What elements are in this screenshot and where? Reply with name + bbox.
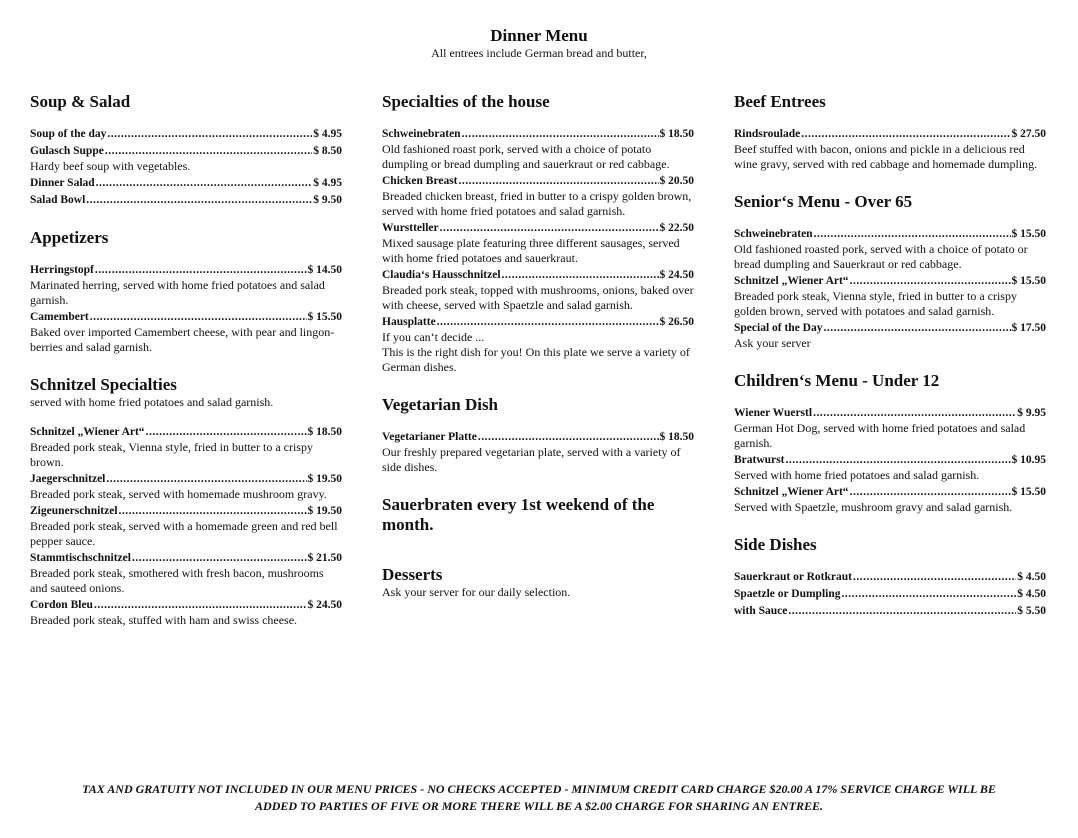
menu-item <box>734 226 1046 272</box>
menu-item-row <box>30 309 342 325</box>
menu-section <box>382 495 694 535</box>
dot-leader <box>86 192 312 208</box>
menu-item-row <box>30 503 342 519</box>
item-price: $ 19.50 <box>307 473 342 485</box>
menu-item-row <box>734 586 1046 602</box>
menu-item-row <box>382 126 694 142</box>
item-name: Wiener Wuerstl <box>734 407 813 419</box>
item-price: $ 26.50 <box>659 316 694 328</box>
menu-item-row <box>30 471 342 487</box>
item-description: Breaded chicken breast, fried in butter to a crispy golden brown, served with home fried potatoes and salad garnish. <box>382 189 692 218</box>
menu-section <box>30 228 342 355</box>
item-list <box>734 126 1046 172</box>
menu-item <box>734 126 1046 172</box>
menu-item <box>734 452 1046 483</box>
menu-item <box>30 503 342 549</box>
item-description: Hardy beef soup with vegetables. <box>30 159 191 173</box>
section-title: Senior‘s Menu - Over 65 <box>734 192 913 211</box>
item-price: $ 24.50 <box>307 599 342 611</box>
item-description: Old fashioned roast pork, served with a choice of potato dumpling or bread dumpling and sauerkraut or red cabbage. <box>382 142 670 171</box>
menu-column-right <box>734 92 1046 639</box>
dot-leader <box>119 503 307 519</box>
item-name: Schweinebraten <box>734 228 813 240</box>
item-description: Beef stuffed with bacon, onions and pickle in a delicious red wine gravy, served with red cabbage and homemade dumpling. <box>734 142 1038 171</box>
section-title: Desserts <box>382 565 443 584</box>
item-list <box>30 262 342 355</box>
menu-item-row <box>734 569 1046 585</box>
menu-section <box>734 192 1046 351</box>
menu-item <box>30 143 342 174</box>
menu-section <box>382 395 694 475</box>
menu-item-row <box>382 314 694 330</box>
section-title: Soup & Salad <box>30 92 131 111</box>
item-name: with Sauce <box>734 605 788 617</box>
item-price: $ 18.50 <box>307 426 342 438</box>
dot-leader <box>853 569 1016 585</box>
item-name: Gulasch Suppe <box>30 145 104 157</box>
item-description: Breaded pork steak, served with homemade mushroom gravy. <box>30 487 327 501</box>
item-price: $ 10.95 <box>1011 454 1046 466</box>
item-description: If you can‘t decide ... This is the right dish for you! On this plate we serve a variety of German dishes. <box>382 330 690 374</box>
item-name: Sauerkraut or Rotkraut <box>734 571 852 583</box>
item-name: Schnitzel „Wiener Art“ <box>734 275 849 287</box>
menu-item-row <box>382 173 694 189</box>
dot-leader <box>801 126 1010 142</box>
item-name: Cordon Bleu <box>30 599 93 611</box>
item-name: Dinner Salad <box>30 177 95 189</box>
menu-item <box>30 597 342 628</box>
dot-leader <box>107 126 312 142</box>
menu-item <box>734 320 1046 351</box>
item-price: $ 9.95 <box>1017 407 1046 419</box>
menu-item-row <box>734 273 1046 289</box>
menu-item <box>382 173 694 219</box>
dot-leader <box>478 429 659 445</box>
menu-item-row <box>30 424 342 440</box>
menu-item-row <box>734 405 1046 421</box>
item-name: Claudia‘s Hausschnitzel <box>382 269 501 281</box>
item-description: Breaded pork steak, topped with mushrooms, onions, baked over with cheese, served with Spaetzle and salad garnish. <box>382 283 694 312</box>
item-description: Old fashioned roasted pork, served with a choice of potato or bread dumpling and Sauerkraut or red cabbage. <box>734 242 1028 271</box>
dot-leader <box>813 405 1016 421</box>
menu-item-row <box>382 429 694 445</box>
item-name: Spaetzle or Dumpling <box>734 588 841 600</box>
item-name: Soup of the day <box>30 128 107 140</box>
section-title: Vegetarian Dish <box>382 395 499 414</box>
footer-notice <box>40 781 1038 815</box>
item-price: $ 22.50 <box>659 222 694 234</box>
item-name: Zigeunerschnitzel <box>30 505 118 517</box>
menu-item-row <box>30 550 342 566</box>
item-price: $ 19.50 <box>307 505 342 517</box>
item-name: Wurstteller <box>382 222 439 234</box>
item-description: Served with Spaetzle, mushroom gravy and salad garnish. <box>734 500 1013 514</box>
item-description: Breaded pork steak, Vienna style, fried in butter to a crispy golden brown, served with potatoes and salad garnish. <box>734 289 1017 318</box>
menu-section <box>734 535 1046 619</box>
menu-column-left <box>30 92 342 648</box>
item-list <box>382 126 694 375</box>
menu-item <box>30 309 342 355</box>
item-list <box>30 126 342 208</box>
page-title: Dinner Menu <box>490 26 588 45</box>
item-description: German Hot Dog, served with home fried potatoes and salad garnish. <box>734 421 1026 450</box>
item-price: $ 15.50 <box>1011 228 1046 240</box>
item-price: $ 4.95 <box>313 177 342 189</box>
item-price: $ 4.50 <box>1017 588 1046 600</box>
item-name: Camembert <box>30 311 89 323</box>
page-subtitle: All entrees include German bread and butter, <box>431 46 647 60</box>
dot-leader <box>440 220 659 236</box>
menu-item <box>382 220 694 266</box>
item-price: $ 18.50 <box>659 128 694 140</box>
menu-item-row <box>30 126 342 142</box>
menu-item <box>734 405 1046 451</box>
dot-leader <box>105 143 312 159</box>
item-price: $ 20.50 <box>659 175 694 187</box>
item-description: Served with home fried potatoes and salad garnish. <box>734 468 980 482</box>
item-name: Special of the Day <box>734 322 823 334</box>
menu-item-row <box>30 143 342 159</box>
menu-header <box>0 26 1078 60</box>
menu-item <box>382 126 694 172</box>
section-title: Specialties of the house <box>382 92 550 111</box>
item-list <box>734 405 1046 515</box>
menu-section <box>734 371 1046 515</box>
dot-leader <box>95 262 307 278</box>
menu-column-middle <box>382 92 694 620</box>
dot-leader <box>850 273 1011 289</box>
item-name: Herringstopf <box>30 264 94 276</box>
dot-leader <box>106 471 306 487</box>
item-name: Schnitzel „Wiener Art“ <box>734 486 849 498</box>
item-name: Salad Bowl <box>30 194 86 206</box>
menu-item-row <box>734 603 1046 619</box>
menu-item-row <box>30 597 342 613</box>
item-description: Breaded pork steak, stuffed with ham and swiss cheese. <box>30 613 298 627</box>
item-description: Marinated herring, served with home fried potatoes and salad garnish. <box>30 278 325 307</box>
menu-item-row <box>382 267 694 283</box>
menu-section <box>734 92 1046 172</box>
menu-item <box>734 569 1046 585</box>
item-price: $ 24.50 <box>659 269 694 281</box>
footer-line-2: ADDED TO PARTIES OF FIVE OR MORE THERE WILL BE A $2.00 CHARGE FOR SHARING AN ENTREE. <box>255 799 823 813</box>
item-price: $ 8.50 <box>313 145 342 157</box>
dot-leader <box>788 603 1016 619</box>
section-note: Ask your server for our daily selection. <box>382 585 571 599</box>
item-description: Breaded pork steak, served with a homemade green and red bell pepper sauce. <box>30 519 338 548</box>
dot-leader <box>146 424 307 440</box>
item-list <box>734 226 1046 351</box>
item-description: Our freshly prepared vegetarian plate, served with a variety of side dishes. <box>382 445 681 474</box>
item-name: Schnitzel „Wiener Art“ <box>30 426 145 438</box>
section-title: Appetizers <box>30 228 109 247</box>
item-name: Stammtischschnitzel <box>30 552 131 564</box>
dot-leader <box>90 309 307 325</box>
menu-item-row <box>734 320 1046 336</box>
item-description: Ask your server <box>734 336 811 350</box>
section-note: served with home fried potatoes and salad garnish. <box>30 395 274 409</box>
item-price: $ 5.50 <box>1017 605 1046 617</box>
dot-leader <box>814 226 1011 242</box>
menu-item <box>30 126 342 142</box>
item-description: Breaded pork steak, Vienna style, fried in butter to a crispy brown. <box>30 440 313 469</box>
section-title: Side Dishes <box>734 535 817 554</box>
menu-item <box>30 175 342 191</box>
dot-leader <box>437 314 659 330</box>
item-price: $ 4.95 <box>313 128 342 140</box>
menu-item <box>30 550 342 596</box>
item-price: $ 18.50 <box>659 431 694 443</box>
item-name: Chicken Breast <box>382 175 458 187</box>
menu-section <box>30 92 342 208</box>
section-title: Schnitzel Specialties <box>30 375 177 394</box>
item-price: $ 14.50 <box>307 264 342 276</box>
dot-leader <box>823 320 1010 336</box>
menu-item <box>734 273 1046 319</box>
section-title: Children‘s Menu - Under 12 <box>734 371 940 390</box>
item-price: $ 4.50 <box>1017 571 1046 583</box>
item-description: Breaded pork steak, smothered with fresh bacon, mushrooms and sauteed onions. <box>30 566 324 595</box>
menu-item <box>382 267 694 313</box>
section-title: Sauerbraten every 1st weekend of the month. <box>382 495 655 534</box>
menu-item <box>382 429 694 475</box>
dot-leader <box>132 550 307 566</box>
dot-leader <box>502 267 659 283</box>
item-name: Vegetarianer Platte <box>382 431 477 443</box>
item-price: $ 27.50 <box>1011 128 1046 140</box>
item-name: Rindsroulade <box>734 128 801 140</box>
menu-item-row <box>734 452 1046 468</box>
menu-section <box>382 92 694 375</box>
item-list <box>30 424 342 628</box>
menu-item-row <box>30 192 342 208</box>
dot-leader <box>94 597 307 613</box>
dot-leader <box>462 126 659 142</box>
item-price: $ 21.50 <box>307 552 342 564</box>
menu-item <box>30 424 342 470</box>
item-description: Mixed sausage plate featuring three different sausages, served with home fried potatoes and sauerkraut. <box>382 236 680 265</box>
item-price: $ 17.50 <box>1011 322 1046 334</box>
dot-leader <box>842 586 1017 602</box>
item-price: $ 15.50 <box>1011 486 1046 498</box>
menu-item-row <box>30 175 342 191</box>
menu-item-row <box>734 126 1046 142</box>
menu-section <box>382 565 694 600</box>
menu-item <box>734 484 1046 515</box>
menu-item-row <box>734 226 1046 242</box>
menu-section <box>30 375 342 628</box>
menu-item-row <box>382 220 694 236</box>
dot-leader <box>850 484 1011 500</box>
menu-item <box>734 586 1046 602</box>
dot-leader <box>96 175 313 191</box>
item-name: Jaegerschnitzel <box>30 473 106 485</box>
item-description: Baked over imported Camembert cheese, with pear and lingon-berries and salad garnish. <box>30 325 335 354</box>
menu-item <box>382 314 694 375</box>
menu-item <box>30 262 342 308</box>
item-price: $ 15.50 <box>307 311 342 323</box>
dot-leader <box>459 173 659 189</box>
menu-item <box>30 471 342 502</box>
menu-item <box>30 192 342 208</box>
item-price: $ 9.50 <box>313 194 342 206</box>
item-name: Schweinebraten <box>382 128 461 140</box>
item-list <box>734 569 1046 619</box>
menu-item-row <box>734 484 1046 500</box>
section-title: Beef Entrees <box>734 92 826 111</box>
dot-leader <box>785 452 1010 468</box>
menu-item <box>734 603 1046 619</box>
item-name: Bratwurst <box>734 454 785 466</box>
item-price: $ 15.50 <box>1011 275 1046 287</box>
footer-line-1: TAX AND GRATUITY NOT INCLUDED IN OUR MENU PRICES - NO CHECKS ACCEPTED - MINIMUM CREDIT CARD CHARGE $20.00 A 17% SERVICE CHARGE WILL BE <box>82 782 996 796</box>
item-list <box>382 429 694 475</box>
menu-item-row <box>30 262 342 278</box>
item-name: Hausplatte <box>382 316 436 328</box>
